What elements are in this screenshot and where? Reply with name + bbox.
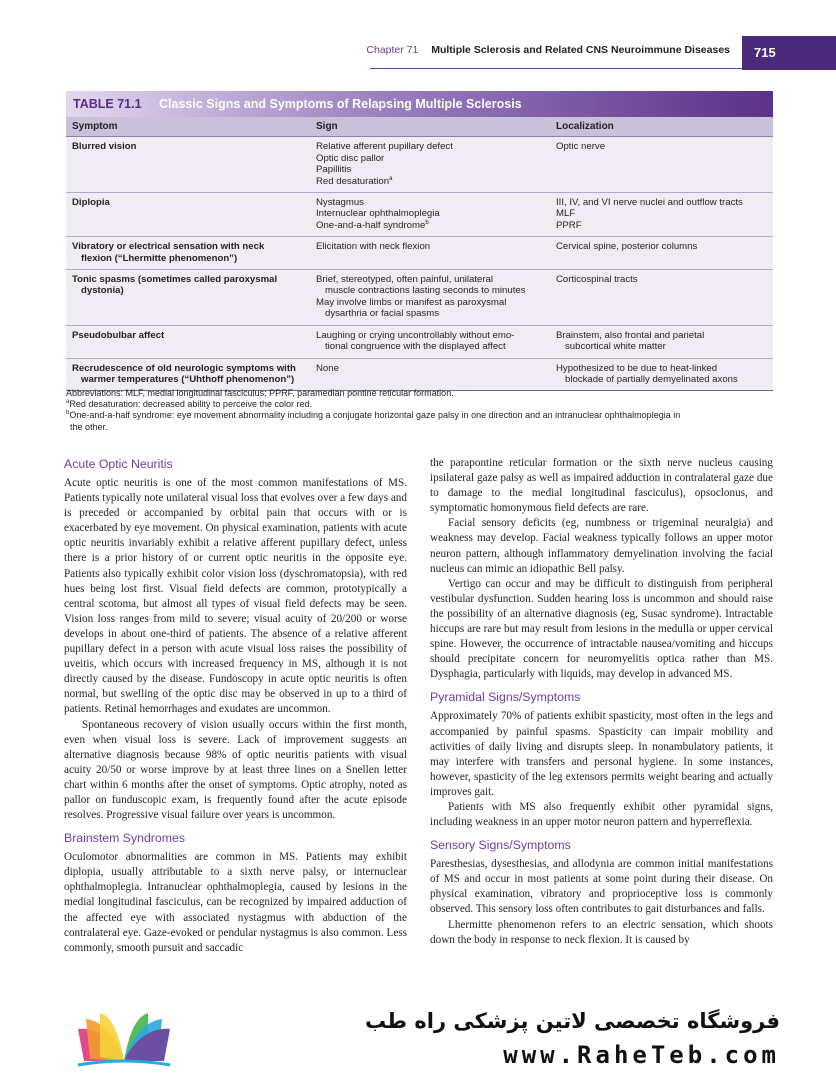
cell-line: None xyxy=(316,362,339,374)
heading-brainstem-syndromes: Brainstem Syndromes xyxy=(64,831,185,846)
signs-table xyxy=(66,117,773,391)
chapter-label: Chapter 71 xyxy=(366,44,419,56)
cell-sign xyxy=(310,237,550,270)
cell-line: dysarthria or facial spasms xyxy=(325,308,440,320)
cell-line: muscle contractions lasting seconds to minutes xyxy=(325,285,526,297)
cell-line: Hypothesized to be due to heat-linked xyxy=(556,362,718,374)
cell-line: blockade of partially demyelinated axons xyxy=(565,373,738,385)
footnote-marker: b xyxy=(425,219,429,226)
cell-sym xyxy=(66,358,310,391)
running-head xyxy=(366,44,730,56)
cell-line: PPRF xyxy=(556,219,582,231)
cell-line: Optic disc pallor xyxy=(316,152,385,164)
cell-line: Laughing or crying uncontrollably without emo- xyxy=(316,329,515,341)
cell-line: Elicitation with neck flexion xyxy=(316,241,431,253)
table-row xyxy=(66,270,773,326)
cell-sign xyxy=(310,137,550,193)
cell-line: Nystagmus xyxy=(316,197,364,209)
paragraph: Vertigo can occur and may be difficult to distinguish from peripheral vestibular dysfunction. Sudden hearing loss is uncommon and should raise the possibility of an alternative diagnosis (eg, Susac syndrome). Intractable hiccups are rare but may result from lesions in the medulla or upper cervical spine. However, the occurrence of intractable nausea/vomiting and hiccups should precipitate concern for neuromyelitis optica rather than MS. Dysphagia, particularly with liquids, may develop in advanced MS. xyxy=(430,577,773,681)
cell-line: Red desaturation xyxy=(316,175,390,187)
cell-sign xyxy=(310,358,550,391)
paragraph: the parapontine reticular formation or the sixth nerve nucleus causing ipsilateral gaze palsy as well as impaired adduction in contralateral gaze due to damage to the medial longitudinal fasciculus), opsoclonus, and symptomatic homonymous field defects are rare. xyxy=(430,457,773,515)
right-column xyxy=(430,456,773,948)
paragraph: Acute optic neuritis is one of the most common manifestations of MS. Patients typically note unilateral visual loss that evolves over a few days and is preceded or accompanied by orbital pain that occurs with or is exacerbated by eye movement. On physical examination, patients with acute optic neuritis invariably exhibit a relative afferent pupillary defect, unless there is a prior history of or current optic neuritis in the opposite eye. Patients also typically exhibit color vision loss (dyschromatopsia), with red hues being lost first. Visual field defects are common, prototypically a central scotoma, but almost all types of visual field defects may be seen. Vision loss ranges from mild to severe; visual acuity of 20/200 or worse develops in about one-third of patients. The absence of a relative afferent pupillary defect in a person with acute visual loss raises the possibility of uveitis, which occurs with increased frequency in MS, although it is not directly caused by the disease. Fundoscopy in acute optic neuritis is often normal, but swelling of the optic disc may be observed in up to a third of patients. Retinal hemorrhages and exudates are uncommon. xyxy=(64,477,407,716)
cell-line: Vibratory or electrical sensation with neck xyxy=(72,241,265,253)
cell-line: Brief, stereotyped, often painful, unilateral xyxy=(316,274,494,286)
cell-loc xyxy=(550,237,773,270)
cell-loc xyxy=(550,358,773,391)
col-header-sign: Sign xyxy=(310,117,550,137)
chapter-title: Multiple Sclerosis and Related CNS Neuroimmune Diseases xyxy=(431,44,730,56)
cell-line: Diplopia xyxy=(72,197,110,209)
cell-line: Blurred vision xyxy=(72,141,137,153)
cell-line: flexion (“Lhermitte phenomenon”) xyxy=(81,252,238,264)
cell-sign xyxy=(310,325,550,358)
cell-line: Brainstem, also frontal and parietal xyxy=(556,329,705,341)
cell-sym xyxy=(66,325,310,358)
table-row xyxy=(66,193,773,237)
cell-line: MLF xyxy=(556,208,576,220)
shop-url[interactable]: www.RaheTeb.com xyxy=(503,1041,780,1069)
cell-line: Internuclear ophthalmoplegia xyxy=(316,208,440,220)
table-footnotes xyxy=(66,388,773,433)
cell-loc xyxy=(550,270,773,326)
col-header-localization: Localization xyxy=(550,117,773,137)
page-number: 715 xyxy=(742,36,836,70)
shop-name: فروشگاه تخصصی لاتین پزشکی راه طب xyxy=(365,1009,780,1033)
table-71-1 xyxy=(66,91,773,391)
heading-sensory-signs: Sensory Signs/Symptoms xyxy=(430,838,571,853)
footnote-marker: a xyxy=(389,175,393,182)
footnote-b-cont: the other. xyxy=(70,421,108,432)
table-row xyxy=(66,358,773,391)
cell-line: dystonia) xyxy=(81,285,124,297)
paragraph: Facial sensory deficits (eg, numbness or trigeminal neuralgia) and weakness may develop. Facial weakness typically follows an upper motor neuron pattern, although inflammatory demyelination involving the facial nucleus can mimic an idiopathic Bell palsy. xyxy=(430,517,773,575)
footnote-abbreviations: Abbreviations: MLF, medial longitudinal fasciculus; PPRF, paramedian pontine reticular formation. xyxy=(66,388,454,398)
table-row xyxy=(66,137,773,193)
cell-line: Cervical spine, posterior columns xyxy=(556,241,698,253)
book-logo-icon xyxy=(74,1009,174,1071)
cell-line: Corticospinal tracts xyxy=(556,274,638,286)
paragraph: Patients with MS also frequently exhibit other pyramidal signs, including weakness in an upper motor neuron pattern and hyperreflexia. xyxy=(430,800,773,829)
cell-loc xyxy=(550,193,773,237)
cell-line: subcortical white matter xyxy=(565,341,666,353)
cell-line: Papillitis xyxy=(316,164,352,176)
table-row xyxy=(66,237,773,270)
header-rule xyxy=(370,68,742,69)
paragraph: Paresthesias, dysesthesias, and allodynia are common initial manifestations of MS and occur in most patients at some point during their disease. On physical examination, vibratory and proprioceptive loss is commonly observed. This sensory loss often contributes to gait disturbances and falls. xyxy=(430,858,773,916)
store-banner xyxy=(0,995,836,1080)
cell-line: Tonic spasms (sometimes called paroxysmal xyxy=(72,274,278,286)
footnote-a: $^a$Red desaturation: decreased ability to perceive the color red. xyxy=(66,399,312,410)
footnote-b: $^b$One-and-a-half syndrome: eye movement abnormality including a conjugate horizontal gaze palsy in one direction and an intranuclear ophthalmoplegia in xyxy=(66,410,681,421)
paragraph: Spontaneous recovery of vision usually occurs within the first month, even when visual loss is severe. Lack of improvement suggests an alternative diagnosis because 98% of optic neuritis patients with visual acuity 20/50 or worse improve by at least three lines on a Snellen letter chart within 6 months after the onset of symptoms. Optic atrophy, noted as pallor on funduscopic exam, is frequently found after the acute episode resolves. Progressive visual failure over years is uncommon. xyxy=(64,718,407,822)
cell-sym xyxy=(66,270,310,326)
table-title: Classic Signs and Symptoms of Relapsing Multiple Sclerosis xyxy=(159,97,522,111)
cell-loc xyxy=(550,137,773,193)
table-header-row xyxy=(66,117,773,137)
heading-acute-optic-neuritis: Acute Optic Neuritis xyxy=(64,457,173,471)
cell-sign xyxy=(310,270,550,326)
paragraph: Lhermitte phenomenon refers to an electric sensation, which shoots down the body in response to neck flexion. It is caused by xyxy=(430,918,773,946)
cell-line: Optic nerve xyxy=(556,141,606,153)
cell-line: May involve limbs or manifest as paroxysmal xyxy=(316,296,507,308)
cell-sign xyxy=(310,193,550,237)
paragraph: Approximately 70% of patients exhibit spasticity, most often in the legs and accompanied by painful spasms. Spasticity can impair mobility and activities of daily living and disrupts sleep. In nonambulatory patients, it may interfere with transfers and personal hygiene. In some instances, however, spasticity of the leg extensors permits weight bearing and actually improves gait. xyxy=(430,710,773,798)
cell-sym xyxy=(66,237,310,270)
cell-loc xyxy=(550,325,773,358)
cell-line: warmer temperatures (“Uhthoff phenomenon”) xyxy=(81,373,295,385)
cell-line: tional congruence with the displayed affect xyxy=(325,341,506,353)
cell-line: Relative afferent pupillary defect xyxy=(316,141,453,153)
paragraph: Oculomotor abnormalities are common in MS. Patients may exhibit diplopia, usually attributable to a sixth nerve palsy, or internuclear ophthalmoplegia. Intranuclear ophthalmoplegia, caused by lesions in the medial longitudinal fasciculus, can be recognized by impaired adduction of the affected eye with associated nystagmus with abduction of the contralateral eye. Gaze-evoked or pendular nystagmus is also common. Less commonly, smooth pursuit and saccadic xyxy=(64,851,407,954)
cell-line: Pseudobulbar affect xyxy=(72,329,165,341)
table-number: TABLE 71.1 xyxy=(73,97,142,111)
cell-line: One-and-a-half syndrome xyxy=(316,219,426,231)
left-column xyxy=(64,456,407,956)
col-header-symptom: Symptom xyxy=(66,117,310,137)
cell-sym xyxy=(66,193,310,237)
cell-sym xyxy=(66,137,310,193)
cell-line: Recrudescence of old neurologic symptoms with xyxy=(72,362,296,374)
table-row xyxy=(66,325,773,358)
cell-line: III, IV, and VI nerve nuclei and outflow tracts xyxy=(556,197,743,209)
heading-pyramidal-signs: Pyramidal Signs/Symptoms xyxy=(430,690,581,705)
table-title-bar xyxy=(66,91,773,117)
